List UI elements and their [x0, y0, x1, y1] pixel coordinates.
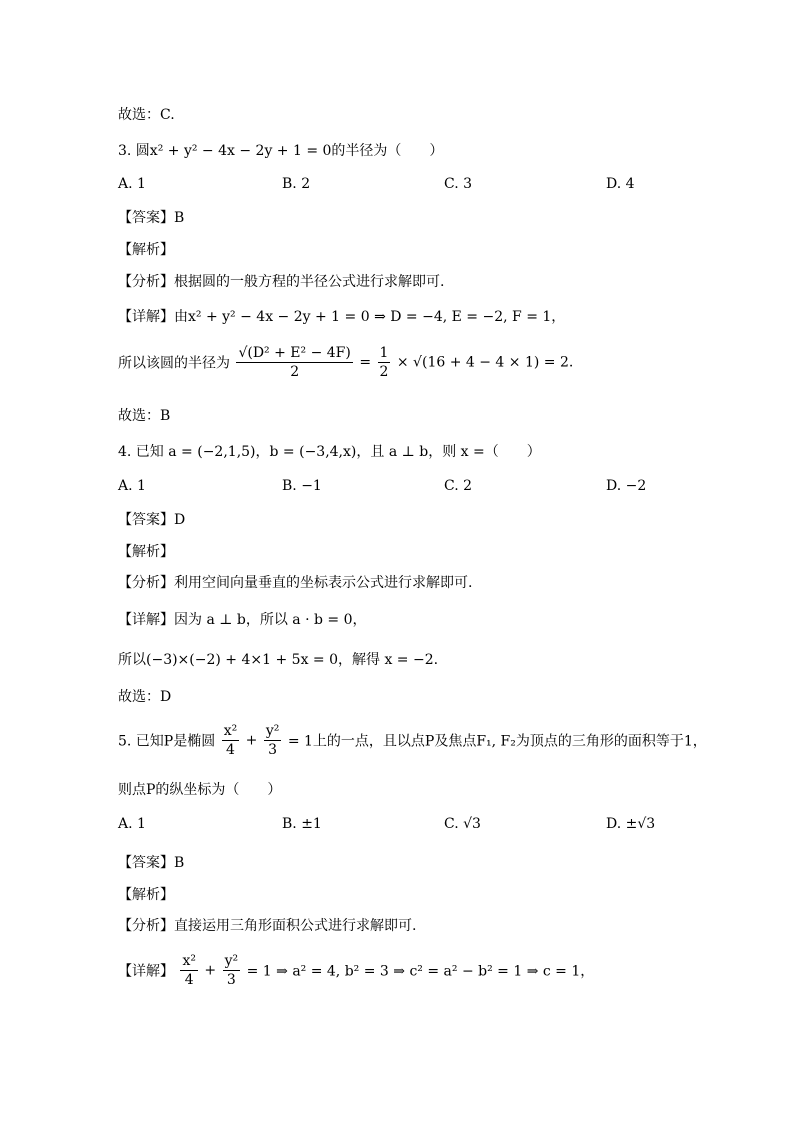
q4-answer: 【答案】D	[118, 512, 186, 528]
detail-x-num: x²	[182, 953, 196, 969]
q5-stem-prefix: 5. 已知P是椭圆	[118, 733, 216, 750]
q4-option-c: C. 2	[444, 478, 473, 494]
q5-jiexi: 【解析】	[118, 887, 174, 903]
q5-detail-prefix: 【详解】	[118, 963, 174, 980]
half-numerator: 1	[379, 345, 389, 361]
q4-choice: 故选：D	[118, 689, 172, 705]
q4-options	[118, 478, 678, 498]
radius-prefix: 所以该圆的半径为	[118, 355, 230, 372]
q3-answer: 【答案】B	[118, 210, 185, 226]
q3-choice: 故选：B	[118, 408, 171, 424]
q4-option-b: B. −1	[282, 478, 322, 494]
radius-fraction	[236, 344, 352, 381]
q3-options	[118, 176, 678, 196]
q4-stem: 4. 已知 a = (−2,1,5)，b = (−3,4,x)，且 a ⊥ b，则 x =（ ）	[118, 444, 541, 460]
ellipse-plus: +	[245, 732, 258, 749]
ellipse-x-fraction	[222, 722, 240, 759]
q5-option-c: C. √3	[444, 816, 481, 832]
q5-option-a: A. 1	[118, 816, 146, 832]
detail-y-den: 3	[226, 972, 236, 988]
radius-equals: =	[359, 354, 372, 371]
q3-option-a: A. 1	[118, 176, 146, 192]
q5-stem-suffix: = 1上的一点，且以点P及焦点F₁, F₂为顶点的三角形的面积等于1，	[287, 733, 707, 750]
detail-y-num: y²	[224, 953, 239, 969]
ellipse-y-num: y²	[265, 723, 280, 739]
q5-stem-line2: 则点P的纵坐标为（ ）	[118, 782, 282, 798]
q5-fenxi: 【分析】直接运用三角形面积公式进行求解即可.	[118, 918, 417, 934]
q4-jiexi: 【解析】	[118, 544, 174, 560]
q5-option-b: B. ±1	[282, 816, 322, 832]
q4-option-a: A. 1	[118, 478, 146, 494]
prev-choice: 故选：C.	[118, 107, 175, 123]
q4-detail: 【详解】因为 a ⊥ b，所以 a · b = 0，	[118, 612, 367, 628]
q3-stem: 3. 圆x² + y² − 4x − 2y + 1 = 0的半径为（ ）	[118, 143, 444, 159]
q3-option-c: C. 3	[444, 176, 473, 192]
q5-options	[118, 816, 678, 836]
q3-jiexi: 【解析】	[118, 242, 174, 258]
q4-option-d: D. −2	[606, 478, 647, 494]
q5-answer: 【答案】B	[118, 855, 185, 871]
q3-detail: 【详解】由x² + y² − 4x − 2y + 1 = 0 ⇒ D = −4, E = −2, F = 1，	[118, 309, 566, 325]
q5-stem	[118, 722, 707, 759]
q4-calc: 所以(−3)×(−2) + 4×1 + 5x = 0，解得 x = −2.	[118, 652, 439, 668]
ellipse-x-num: x²	[223, 723, 238, 739]
q3-option-b: B. 2	[282, 176, 311, 192]
half-fraction	[378, 344, 391, 381]
radius-numerator: √(D² + E² − 4F)	[238, 345, 351, 361]
ellipse-y-fraction	[264, 722, 282, 759]
ellipse-y-den: 3	[268, 742, 278, 758]
detail-x-den: 4	[184, 972, 194, 988]
q3-option-d: D. 4	[606, 176, 635, 192]
detail-plus: +	[204, 962, 217, 979]
ellipse-x-den: 4	[225, 742, 235, 758]
q3-radius-line	[118, 344, 573, 381]
q5-option-d: D. ±√3	[606, 816, 656, 832]
half-denominator: 2	[379, 364, 389, 380]
q4-fenxi: 【分析】利用空间向量垂直的坐标表示公式进行求解即可.	[118, 575, 473, 591]
q3-fenxi: 【分析】根据圆的一般方程的半径公式进行求解即可.	[118, 274, 445, 290]
detail-x-fraction	[180, 952, 198, 989]
radius-denominator: 2	[290, 364, 300, 380]
q5-detail-suffix: = 1 ⇒ a² = 4, b² = 3 ⇒ c² = a² − b² = 1 ⇒ c = 1，	[246, 963, 595, 980]
radius-tail: × √(16 + 4 − 4 × 1) = 2.	[396, 354, 574, 371]
detail-y-fraction	[223, 952, 241, 989]
q5-detail	[118, 952, 594, 989]
